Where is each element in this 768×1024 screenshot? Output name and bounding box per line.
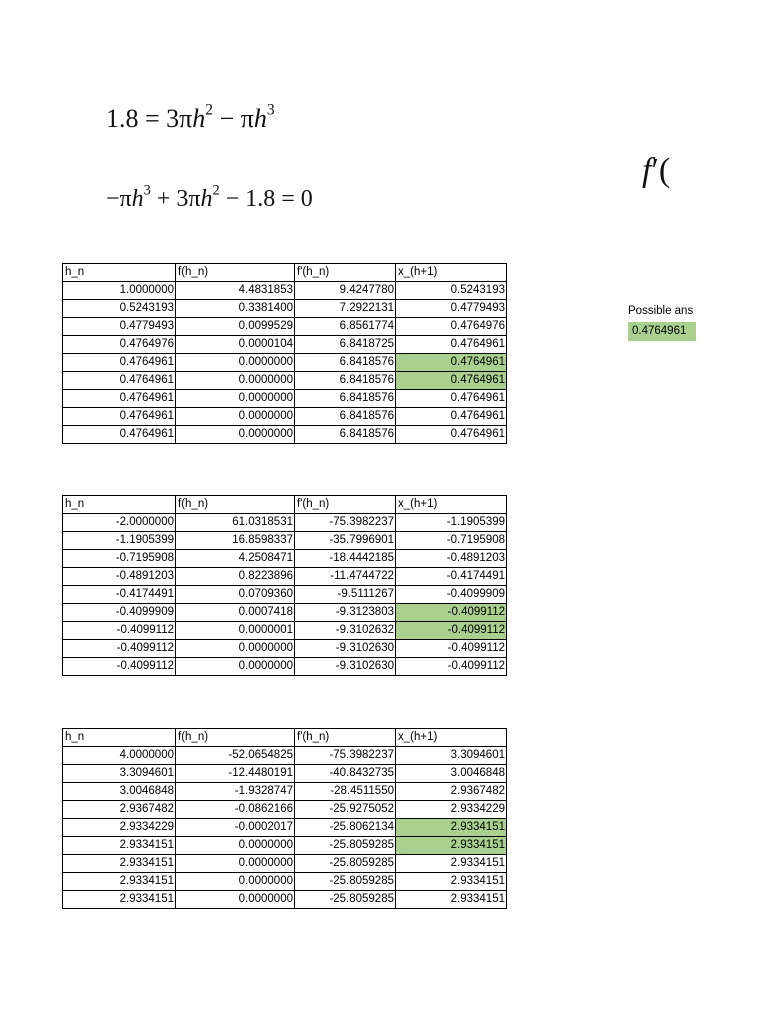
table-cell[interactable]: -0.4174491: [63, 586, 176, 604]
table-cell[interactable]: 0.0000000: [176, 873, 295, 891]
table-row: [63, 640, 507, 658]
table-cell[interactable]: 0.0000000: [176, 390, 295, 408]
table-cell[interactable]: 0.0000104: [176, 336, 295, 354]
table-cell[interactable]: 1.0000000: [63, 282, 176, 300]
equation-derivative-clipped: f′(: [642, 152, 671, 189]
column-header[interactable]: f(h_n): [176, 496, 295, 514]
table-cell[interactable]: 0.4764976: [63, 336, 176, 354]
table-cell[interactable]: 6.8418576: [295, 408, 396, 426]
table-cell[interactable]: 0.0000000: [176, 640, 295, 658]
newton-iteration-table-1: [62, 263, 507, 444]
table-cell[interactable]: -0.0862166: [176, 801, 295, 819]
table-cell[interactable]: 0.0000001: [176, 622, 295, 640]
table-cell[interactable]: -0.0002017: [176, 819, 295, 837]
table-row: [63, 550, 507, 568]
table-cell[interactable]: -9.3102632: [295, 622, 396, 640]
possible-answer-value[interactable]: 0.4764961: [628, 322, 696, 341]
table-cell[interactable]: 2.9334151: [396, 819, 507, 837]
table-cell[interactable]: 0.0000000: [176, 372, 295, 390]
table-cell[interactable]: -18.4442185: [295, 550, 396, 568]
table-row: [63, 604, 507, 622]
table-cell[interactable]: -1.9328747: [176, 783, 295, 801]
table-row: [63, 372, 507, 390]
table-cell[interactable]: 2.9367482: [63, 801, 176, 819]
table-cell[interactable]: -9.3102630: [295, 640, 396, 658]
table-cell[interactable]: 3.3094601: [396, 747, 507, 765]
table-cell[interactable]: 0.4764961: [396, 426, 507, 444]
table-row: [63, 426, 507, 444]
possible-answer-label: Possible ans: [628, 305, 694, 317]
table-cell[interactable]: 9.4247780: [295, 282, 396, 300]
table-cell[interactable]: 0.4764961: [63, 354, 176, 372]
equation-lhs: 1.8: [106, 104, 139, 133]
table-cell[interactable]: 2.9334151: [396, 873, 507, 891]
table-cell[interactable]: 0.4764961: [396, 336, 507, 354]
newton-iteration-table-3: [62, 728, 507, 909]
column-header[interactable]: f'(h_n): [295, 264, 396, 282]
column-header[interactable]: f(h_n): [176, 729, 295, 747]
table-row: [63, 514, 507, 532]
table-cell[interactable]: 6.8418576: [295, 372, 396, 390]
column-header[interactable]: x_(h+1): [396, 729, 507, 747]
table-cell[interactable]: 0.5243193: [396, 282, 507, 300]
column-header[interactable]: x_(h+1): [396, 264, 507, 282]
table-cell[interactable]: -0.4099112: [63, 658, 176, 676]
table-cell[interactable]: -11.4744722: [295, 568, 396, 586]
table-row: [63, 318, 507, 336]
table-cell[interactable]: -40.8432735: [295, 765, 396, 783]
table-cell[interactable]: 0.4764961: [63, 372, 176, 390]
column-header[interactable]: x_(h+1): [396, 496, 507, 514]
table-cell[interactable]: 4.2508471: [176, 550, 295, 568]
table-row: [63, 801, 507, 819]
table-cell[interactable]: 2.9334229: [63, 819, 176, 837]
table-cell[interactable]: -0.4099909: [63, 604, 176, 622]
table-cell[interactable]: 0.4764976: [396, 318, 507, 336]
table-cell[interactable]: 6.8418576: [295, 390, 396, 408]
table-header-row: [63, 264, 507, 282]
table-cell[interactable]: 2.9334151: [396, 855, 507, 873]
table-row: [63, 282, 507, 300]
table-cell[interactable]: 3.3094601: [63, 765, 176, 783]
table-cell[interactable]: 0.0007418: [176, 604, 295, 622]
table-cell[interactable]: -0.4099112: [63, 640, 176, 658]
table-cell[interactable]: 2.9334229: [396, 801, 507, 819]
table-row: [63, 819, 507, 837]
table-cell[interactable]: 0.4764961: [396, 372, 507, 390]
table-row: [63, 622, 507, 640]
table-row: [63, 837, 507, 855]
table-row: [63, 336, 507, 354]
table-cell[interactable]: 2.9334151: [396, 891, 507, 909]
table-cell[interactable]: -0.4174491: [396, 568, 507, 586]
table-cell[interactable]: 0.5243193: [63, 300, 176, 318]
table-cell[interactable]: -0.7195908: [396, 532, 507, 550]
table-row: [63, 532, 507, 550]
table-row: [63, 586, 507, 604]
table-cell[interactable]: 4.0000000: [63, 747, 176, 765]
newton-iteration-table-2: [62, 495, 507, 676]
table-cell[interactable]: -0.4891203: [63, 568, 176, 586]
table-cell[interactable]: 0.4764961: [396, 390, 507, 408]
table-cell[interactable]: -25.8059285: [295, 837, 396, 855]
table-header-row: [63, 729, 507, 747]
equation-cubic-rearranged: $-\pi h^3 + 3\pi h^2 - 1.8 = 0$: [106, 182, 313, 212]
table-cell[interactable]: -0.4891203: [396, 550, 507, 568]
table-row: [63, 300, 507, 318]
table-cell[interactable]: 0.0099529: [176, 318, 295, 336]
table-cell[interactable]: 7.2922131: [295, 300, 396, 318]
table-cell[interactable]: -0.4099112: [396, 640, 507, 658]
table-cell[interactable]: 0.8223896: [176, 568, 295, 586]
table-cell[interactable]: 2.9334151: [63, 891, 176, 909]
column-header[interactable]: h_n: [63, 264, 176, 282]
table-row: [63, 783, 507, 801]
table-cell[interactable]: 2.9334151: [63, 873, 176, 891]
table-cell[interactable]: 2.9334151: [63, 855, 176, 873]
table-cell[interactable]: -12.4480191: [176, 765, 295, 783]
column-header[interactable]: f(h_n): [176, 264, 295, 282]
table-cell[interactable]: 0.4779493: [396, 300, 507, 318]
table-cell[interactable]: 0.4764961: [396, 408, 507, 426]
table-cell[interactable]: -0.4099112: [396, 622, 507, 640]
table-cell[interactable]: 61.0318531: [176, 514, 295, 532]
table-cell[interactable]: 0.4779493: [63, 318, 176, 336]
table-cell[interactable]: 6.8418725: [295, 336, 396, 354]
table-cell[interactable]: 0.0000000: [176, 855, 295, 873]
table-row: [63, 408, 507, 426]
table-cell[interactable]: -1.1905399: [63, 532, 176, 550]
table-cell[interactable]: -25.8059285: [295, 873, 396, 891]
table-header-row: [63, 496, 507, 514]
column-header[interactable]: f'(h_n): [295, 729, 396, 747]
table-cell[interactable]: 0.0000000: [176, 426, 295, 444]
table-row: [63, 765, 507, 783]
table-cell[interactable]: -25.8059285: [295, 891, 396, 909]
table-cell[interactable]: -2.0000000: [63, 514, 176, 532]
table-cell[interactable]: 0.0709360: [176, 586, 295, 604]
table-cell[interactable]: 0.4764961: [63, 426, 176, 444]
table-cell[interactable]: -9.3102630: [295, 658, 396, 676]
table-cell[interactable]: -9.3123803: [295, 604, 396, 622]
table-cell[interactable]: 0.0000000: [176, 354, 295, 372]
column-header[interactable]: h_n: [63, 729, 176, 747]
table-cell[interactable]: -0.7195908: [63, 550, 176, 568]
table-cell[interactable]: 3.0046848: [63, 783, 176, 801]
table-cell[interactable]: -9.5111267: [295, 586, 396, 604]
column-header[interactable]: f'(h_n): [295, 496, 396, 514]
table-row: [63, 747, 507, 765]
table-cell[interactable]: -0.4099112: [396, 604, 507, 622]
table-cell[interactable]: 6.8418576: [295, 354, 396, 372]
table-row: [63, 855, 507, 873]
table-cell[interactable]: -1.1905399: [396, 514, 507, 532]
table-cell[interactable]: -0.4099909: [396, 586, 507, 604]
table-cell[interactable]: -52.0654825: [176, 747, 295, 765]
table-row: [63, 390, 507, 408]
table-cell[interactable]: -0.4099112: [396, 658, 507, 676]
table-cell[interactable]: 2.9334151: [63, 837, 176, 855]
table-cell[interactable]: 0.0000000: [176, 408, 295, 426]
table-cell[interactable]: 2.9367482: [396, 783, 507, 801]
table-cell[interactable]: -25.8062134: [295, 819, 396, 837]
table-cell[interactable]: -25.9275052: [295, 801, 396, 819]
table-cell[interactable]: -28.4511550: [295, 783, 396, 801]
equation-cubic-original: $1.8 = 3\pi h^2 - \pi h^3$: [106, 101, 275, 133]
table-cell[interactable]: 4.4831853: [176, 282, 295, 300]
table-row: [63, 873, 507, 891]
table-cell[interactable]: -75.3982237: [295, 514, 396, 532]
table-cell[interactable]: 0.0000000: [176, 837, 295, 855]
table-cell[interactable]: -75.3982237: [295, 747, 396, 765]
table-cell[interactable]: 0.4764961: [396, 354, 507, 372]
table-cell[interactable]: 0.0000000: [176, 658, 295, 676]
column-header[interactable]: h_n: [63, 496, 176, 514]
table-cell[interactable]: -0.4099112: [63, 622, 176, 640]
table-row: [63, 658, 507, 676]
table-cell[interactable]: 3.0046848: [396, 765, 507, 783]
table-row: [63, 568, 507, 586]
table-cell[interactable]: 0.4764961: [63, 408, 176, 426]
table-cell[interactable]: -25.8059285: [295, 855, 396, 873]
table-row: [63, 891, 507, 909]
table-cell[interactable]: 2.9334151: [396, 837, 507, 855]
table-cell[interactable]: 0.4764961: [63, 390, 176, 408]
table-row: [63, 354, 507, 372]
table-cell[interactable]: 16.8598337: [176, 532, 295, 550]
table-cell[interactable]: 6.8561774: [295, 318, 396, 336]
table-cell[interactable]: 0.0000000: [176, 891, 295, 909]
table-cell[interactable]: 6.8418576: [295, 426, 396, 444]
table-cell[interactable]: 0.3381400: [176, 300, 295, 318]
table-cell[interactable]: -35.7996901: [295, 532, 396, 550]
